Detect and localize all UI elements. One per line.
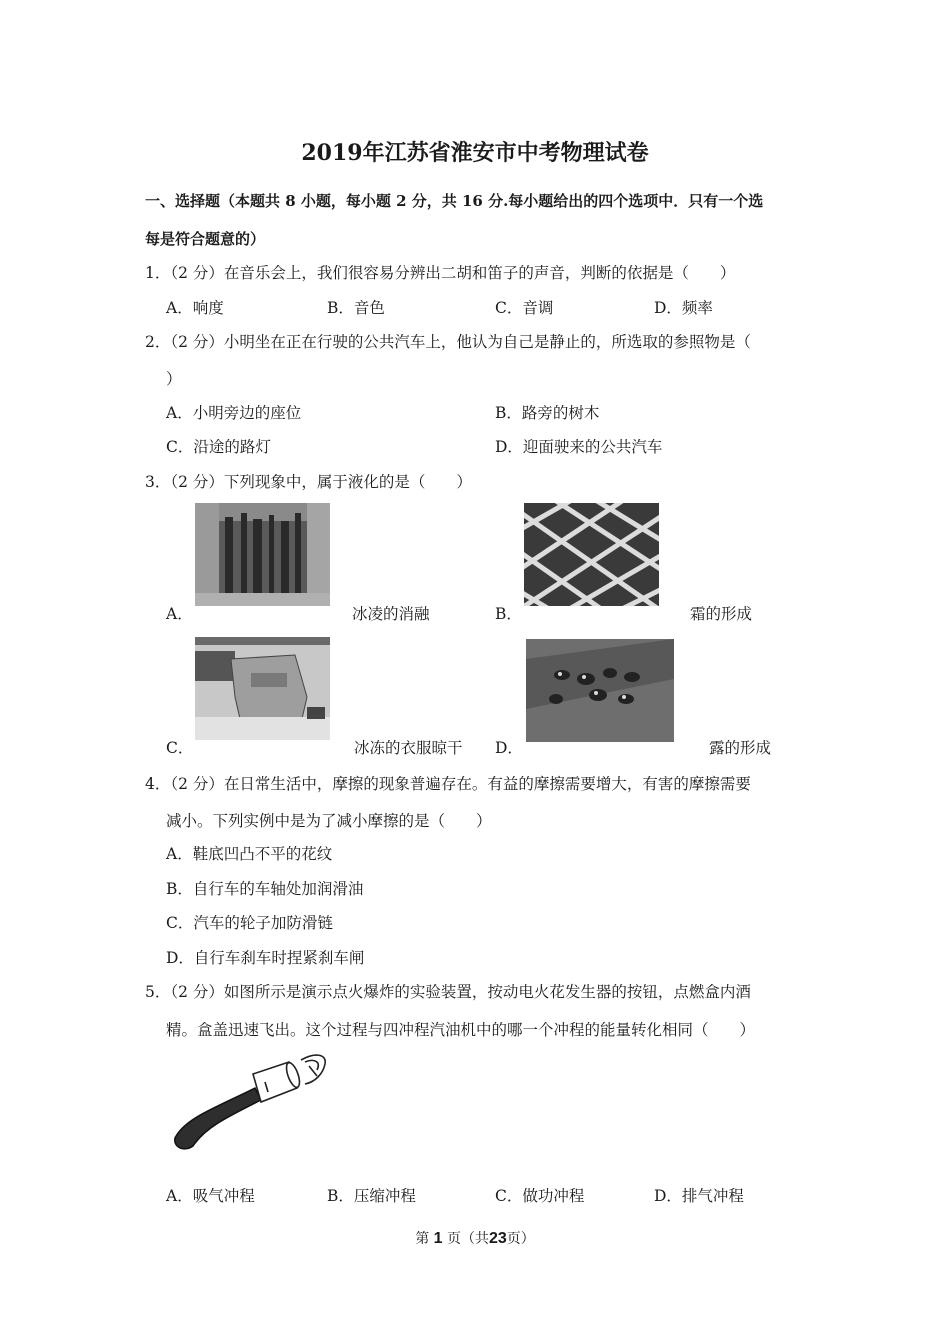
icicles-photo	[195, 503, 330, 606]
question-3-caption-b: 霜的形成	[690, 605, 753, 623]
question-5-option-a: A．吸气冲程	[166, 1187, 255, 1205]
question-3-option-d: D．	[495, 739, 523, 757]
question-3-caption-d: 露的形成	[709, 739, 772, 757]
question-3-stem: 3．（2 分）下列现象中，属于液化的是（ ）	[145, 473, 472, 491]
frost-mesh-photo	[524, 503, 659, 606]
footer-prefix: 第	[415, 1231, 430, 1247]
question-1-option-c: C．音调	[495, 299, 554, 317]
question-5-stem: 5．（2 分）如图所示是演示点火爆炸的实验装置，按动电火花发生器的按钮，点燃盒内酒	[145, 983, 751, 1001]
section-heading-line2: 每是符合题意的）	[145, 230, 266, 248]
question-1-option-d: D．频率	[654, 299, 713, 317]
total-page-count: 23	[489, 1230, 507, 1247]
question-4-option-c: C．汽车的轮子加防滑链	[166, 914, 333, 932]
question-1-option-a: A．响度	[166, 299, 224, 317]
question-4-option-a: A．鞋底凹凸不平的花纹	[166, 845, 333, 863]
question-4-option-b: B．自行车的车轴处加润滑油	[166, 880, 364, 898]
footer-mid: 页（共	[447, 1231, 489, 1247]
question-5-stem-cont: 精。盒盖迅速飞出。这个过程与四冲程汽油机中的哪一个冲程的能量转化相同（ ）	[166, 1021, 756, 1039]
question-2-option-b: B．路旁的树木	[495, 404, 600, 422]
question-3-option-c: C．	[166, 739, 194, 757]
question-4-option-d: D．自行车刹车时捏紧刹车闸	[166, 949, 365, 967]
question-2-stem-cont: ）	[166, 370, 182, 388]
footer-suffix: 页）	[506, 1231, 535, 1247]
question-3-option-a: A．	[166, 605, 193, 623]
ignition-device-figure	[165, 1048, 335, 1154]
dew-drops-photo	[526, 639, 674, 742]
question-2-option-c: C．沿途的路灯	[166, 438, 271, 456]
current-page-number: 1	[433, 1230, 443, 1247]
question-4-stem: 4．（2 分）在日常生活中，摩擦的现象普遍存在。有益的摩擦需要增大，有害的摩擦需要	[145, 775, 751, 793]
question-2-stem: 2．（2 分）小明坐在正在行驶的公共汽车上，他认为自己是静止的，所选取的参照物是（	[145, 333, 751, 351]
question-1-option-b: B．音色	[327, 299, 385, 317]
question-5-option-c: C．做功冲程	[495, 1187, 585, 1205]
question-4-stem-cont: 减小。下列实例中是为了减小摩擦的是（ ）	[166, 812, 492, 830]
question-3-option-b: B．	[495, 605, 522, 623]
question-5-option-b: B．压缩冲程	[327, 1187, 416, 1205]
frozen-clothes-photo	[195, 637, 330, 740]
question-3-caption-c: 冰冻的衣服晾干	[354, 739, 463, 757]
question-2-option-d: D．迎面驶来的公共汽车	[495, 438, 663, 456]
section-heading-line1: 一、选择题（本题共 8 小题，每小题 2 分，共 16 分.每小题给出的四个选项中．只有一个选	[145, 192, 764, 210]
question-5-option-d: D．排气冲程	[654, 1187, 744, 1205]
question-2-option-a: A．小明旁边的座位	[166, 404, 302, 422]
page-footer	[0, 1228, 950, 1248]
question-1-stem: 1．（2 分）在音乐会上，我们很容易分辨出二胡和笛子的声音，判断的依据是（ ）	[145, 264, 736, 282]
question-3-caption-a: 冰凌的消融	[352, 605, 430, 623]
page-title: 2019年江苏省淮安市中考物理试卷	[301, 140, 649, 166]
